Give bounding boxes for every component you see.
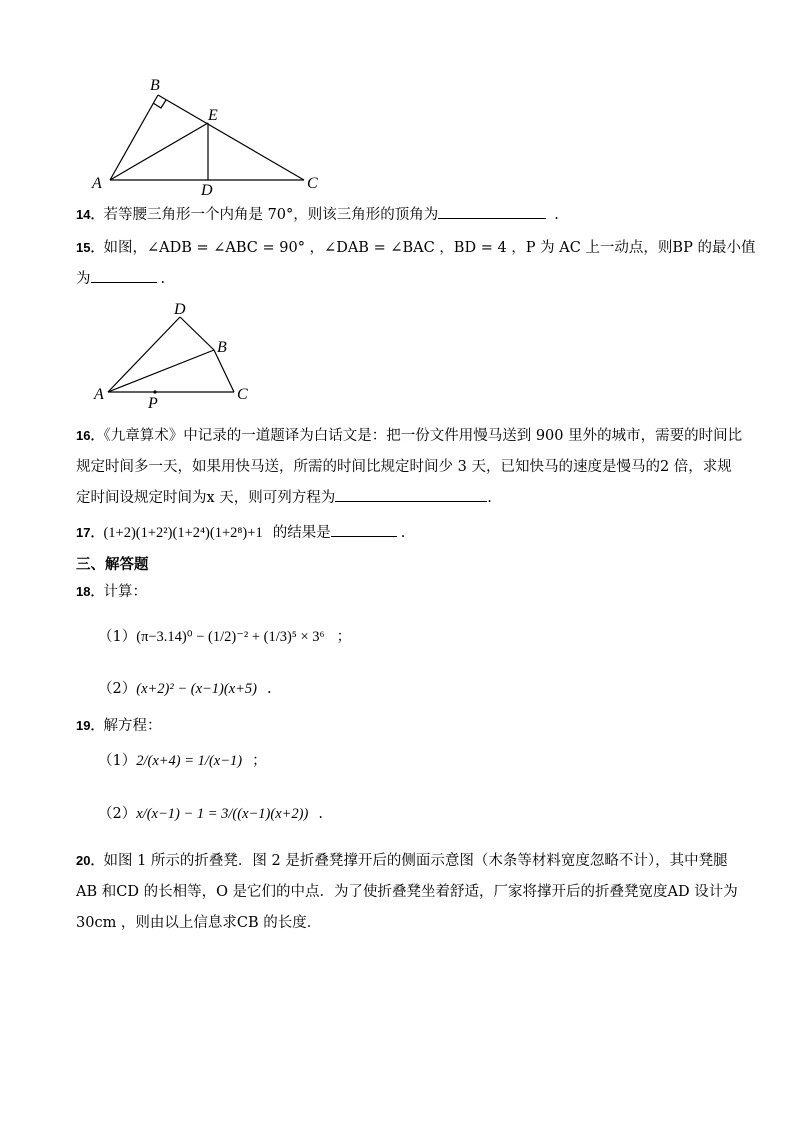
question-number: 15． [76,240,104,255]
question-20-line2: AB 和CD 的长相等，O 是它们的中点．为了使折叠凳坐着舒适，厂家将撑开后的折叠凳宽度AD 设计为 [76,884,738,900]
question-text: 若等腰三角形一个内角是 70°，则该三角形的顶角为 [103,207,439,223]
question-number: 17． [76,525,104,540]
expression: 2/(x+4) = 1/(x−1) [136,753,243,769]
question-14: 14．若等腰三角形一个内角是 70°，则该三角形的顶角为 . [76,204,559,226]
label-A: A [94,386,104,403]
label-P: P [148,395,158,412]
question-number: 18． [76,584,104,599]
question-16 [76,425,742,447]
question-20 [76,850,728,872]
figure-triangle-abc-right [88,74,328,196]
question-20-line3: 30cm ，则由以上信息求CB 的长度． [76,915,322,931]
question-18: 18．计算： [76,584,147,600]
label-A: A [92,175,102,192]
answer-blank[interactable] [438,204,546,219]
question-text: 如图，∠ADB = ∠ABC = 90° ，∠DAB = ∠BAC ，BD = 4 ，P 为 AC 上一动点，则BP 的最小值 [103,240,756,256]
question-19-part2: （2）x/(x−1) − 1 = 3/((x−1)(x+2)) . [98,806,323,822]
label-C: C [237,386,248,403]
label-D: D [174,301,186,318]
expression: (1+2)(1+2²)(1+2⁴)(1+2⁸)+1 [103,525,263,541]
label-B: B [150,77,160,94]
question-16-line3: 定时间设规定时间为x 天，则可列方程为 . [76,487,492,509]
section-heading: 三、解答题 [76,557,149,573]
question-16-line2: 规定时间多一天，如果用快马送，所需的时间比规定时间少 3 天，已知快马的速度是慢马的2 倍，求规 [76,459,732,475]
question-number: 16． [76,428,104,443]
label-B: B [217,339,227,356]
question-18-part2: （2）(x+2)² − (x−1)(x+5) . [98,681,272,697]
question-15-line2: 为 . [76,268,165,290]
answer-blank[interactable] [331,522,397,537]
expression: (x+2)² − (x−1)(x+5) [136,681,257,697]
expression: x/(x−1) − 1 = 3/((x−1)(x+2)) [136,806,309,822]
question-number: 19． [76,718,104,733]
question-19-part1: （1）2/(x+4) = 1/(x−1) ； [98,753,267,769]
question-text: 如图 1 所示的折叠凳．图 2 是折叠凳撑开后的侧面示意图（木条等材料宽度忽略不计），其中凳腿 [103,853,728,869]
question-number: 20． [76,853,104,868]
question-18-part1: （1）(π−3.14)⁰ − (1/2)⁻² + (1/3)⁵ × 3⁶ ； [98,629,352,645]
question-15 [76,237,755,259]
label-C: C [307,175,318,192]
question-19: 19．解方程： [76,718,162,734]
question-text: 《九章算术》中记录的一道题译为白话文是：把一份文件用慢马送到 900 里外的城市，需要的时间比 [103,428,743,444]
answer-blank[interactable] [335,487,487,502]
expression: (π−3.14)⁰ − (1/2)⁻² + (1/3)⁵ × 3⁶ [136,629,325,645]
question-17: 17．(1+2)(1+2²)(1+2⁴)(1+2⁸)+1 的结果是 . [76,522,405,544]
answer-blank[interactable] [91,268,157,283]
label-E: E [208,107,218,124]
question-number: 14． [76,207,104,222]
label-D: D [201,182,213,196]
figure-triangle-adb [90,300,260,412]
